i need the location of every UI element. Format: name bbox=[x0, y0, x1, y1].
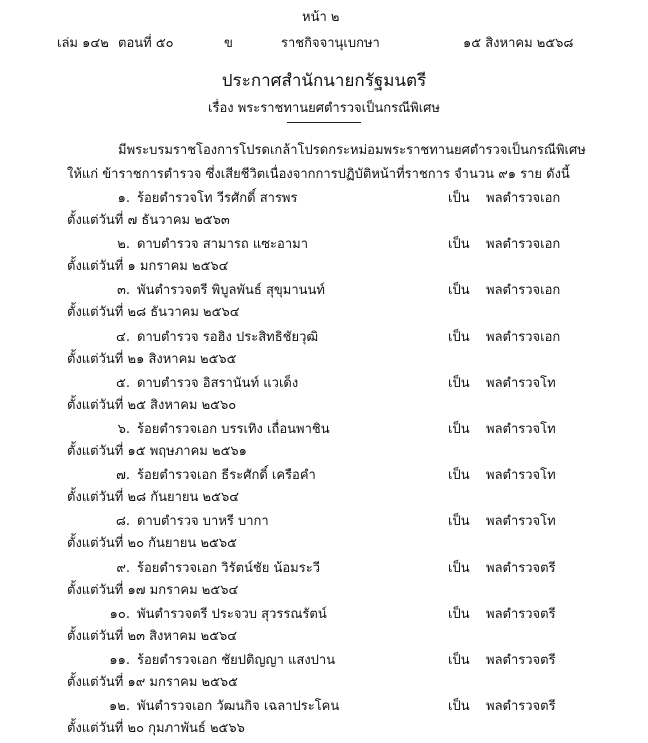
entry-rank: พลตำรวจเอก bbox=[486, 283, 561, 299]
entry-number: ๑๑. bbox=[109, 653, 130, 668]
entry-to: เป็น bbox=[448, 468, 470, 484]
entry-name: ร้อยตำรวจเอก บรรเทิง เถื่อนพาชิน bbox=[137, 422, 330, 437]
entry-name: พันตำรวจตรี ประจวบ สุวรรณรัตน์ bbox=[137, 606, 327, 622]
entry-rank: พลตำรวจเอก bbox=[486, 237, 561, 253]
entry-name: ร้อยตำรวจเอก ธีระศักดิ์ เครือคำ bbox=[137, 468, 316, 484]
volume: เล่ม ๑๔๒ bbox=[57, 36, 109, 51]
entry-rank: พลตำรวจตรี bbox=[486, 653, 556, 668]
header-date: ๑๕ สิงหาคม ๒๕๖๘ bbox=[463, 36, 574, 51]
entry-name: ร้อยตำรวจเอก ชัยปติญญา แสงปาน bbox=[137, 653, 336, 668]
entry-rank: พลตำรวจเอก bbox=[486, 329, 561, 345]
entry-effective-date: ตั้งแต่วันที่ ๑๙ มกราคม ๒๕๖๕ bbox=[67, 675, 239, 690]
entry-number: ๙. bbox=[116, 560, 130, 576]
section: ข bbox=[224, 36, 233, 51]
entry-effective-date: ตั้งแต่วันที่ ๑๗ มกราคม ๒๕๖๔ bbox=[67, 582, 239, 598]
entry-name: ดาบตำรวจ บาหรี บากา bbox=[137, 514, 269, 530]
entry-to: เป็น bbox=[448, 560, 470, 576]
entry-rank: พลตำรวจตรี bbox=[486, 560, 556, 576]
entry-name: พันตำรวจเอก วัฒนกิจ เฉลาประโคน bbox=[137, 699, 340, 715]
entry-number: ๓. bbox=[116, 283, 130, 299]
entry-effective-date: ตั้งแต่วันที่ ๒๓ สิงหาคม ๒๕๖๔ bbox=[67, 628, 238, 644]
entry-rank: พลตำรวจตรี bbox=[486, 606, 556, 622]
intro-line-1: มีพระบรมราชโองการโปรดเกล้าโปรดกระหม่อมพระราชทานยศตำรวจเป็นกรณีพิเศษ bbox=[118, 143, 586, 158]
entry-effective-date: ตั้งแต่วันที่ ๗ ธันวาคม ๒๕๖๓ bbox=[67, 213, 230, 228]
entry-to: เป็น bbox=[448, 329, 470, 345]
entry-effective-date: ตั้งแต่วันที่ ๒๘ กันยายน ๒๕๖๔ bbox=[67, 490, 240, 506]
entry-rank: พลตำรวจโท bbox=[486, 422, 556, 437]
announcement-title: ประกาศสำนักนายกรัฐมนตรี bbox=[221, 71, 427, 91]
page-label: หน้า ๒ bbox=[302, 10, 340, 25]
entry-name: ร้อยตำรวจโท วีรศักดิ์ สารพร bbox=[137, 191, 298, 206]
entry-number: ๕. bbox=[116, 375, 130, 391]
entry-name: ร้อยตำรวจเอก วิรัตน์ชัย น้อมระวี bbox=[137, 560, 321, 576]
entry-rank: พลตำรวจเอก bbox=[486, 191, 561, 206]
entry-rank: พลตำรวจโท bbox=[486, 375, 556, 391]
entry-effective-date: ตั้งแต่วันที่ ๒๐ กันยายน ๒๕๖๕ bbox=[67, 536, 237, 552]
entry-effective-date: ตั้งแต่วันที่ ๑ มกราคม ๒๕๖๔ bbox=[67, 259, 229, 275]
entry-to: เป็น bbox=[448, 191, 470, 206]
gazette-name: ราชกิจจานุเบกษา bbox=[281, 36, 380, 51]
entry-to: เป็น bbox=[448, 606, 470, 622]
entry-effective-date: ตั้งแต่วันที่ ๒๑ สิงหาคม ๒๕๖๕ bbox=[67, 351, 237, 367]
entry-effective-date: ตั้งแต่วันที่ ๒๕ สิงหาคม ๒๕๖๐ bbox=[67, 397, 237, 413]
entry-to: เป็น bbox=[448, 699, 470, 715]
entry-to: เป็น bbox=[448, 422, 470, 437]
entry-effective-date: ตั้งแต่วันที่ ๒๐ กุมภาพันธ์ ๒๕๖๖ bbox=[67, 721, 245, 737]
entry-rank: พลตำรวจตรี bbox=[486, 699, 556, 715]
entry-rank: พลตำรวจโท bbox=[486, 514, 556, 530]
entry-number: ๔. bbox=[116, 329, 130, 345]
entry-to: เป็น bbox=[448, 514, 470, 530]
entry-name: ดาบตำรวจ อิสรานันท์ แวเด็ง bbox=[137, 375, 299, 391]
issue: ตอนที่ ๕๐ bbox=[118, 36, 174, 51]
entry-number: ๖. bbox=[117, 422, 130, 437]
entry-rank: พลตำรวจโท bbox=[486, 468, 556, 484]
entry-to: เป็น bbox=[448, 375, 470, 391]
entry-number: ๘. bbox=[115, 514, 130, 530]
entry-to: เป็น bbox=[448, 653, 470, 668]
announcement-subject: เรื่อง พระราชทานยศตำรวจเป็นกรณีพิเศษ bbox=[208, 101, 440, 116]
entry-number: ๑๐. bbox=[109, 606, 130, 622]
entry-effective-date: ตั้งแต่วันที่ ๒๘ ธันวาคม ๒๕๖๔ bbox=[67, 305, 240, 321]
entry-to: เป็น bbox=[448, 237, 470, 253]
entry-to: เป็น bbox=[448, 283, 470, 299]
entry-name: พันตำรวจตรี พิบูลพันธ์ สุขุมานนท์ bbox=[137, 283, 325, 299]
entry-number: ๑๒. bbox=[109, 699, 130, 715]
title-underline bbox=[287, 122, 361, 123]
entry-number: ๒. bbox=[117, 237, 130, 253]
entry-number: ๑. bbox=[117, 191, 130, 206]
intro-line-2: ให้แก่ ข้าราชการตำรวจ ซึ่งเสียชีวิตเนื่องจากการปฏิบัติหน้าที่ราชการ จำนวน ๙๑ ราย ดังนี้ bbox=[67, 167, 570, 182]
entry-number: ๗. bbox=[116, 468, 130, 484]
entry-effective-date: ตั้งแต่วันที่ ๑๕ พฤษภาคม ๒๕๖๑ bbox=[67, 444, 247, 459]
entry-name: ดาบตำรวจ สามารถ แซะอามา bbox=[137, 237, 309, 253]
entry-name: ดาบตำรวจ รอฮิง ประสิทธิชัยวุฒิ bbox=[137, 329, 319, 345]
